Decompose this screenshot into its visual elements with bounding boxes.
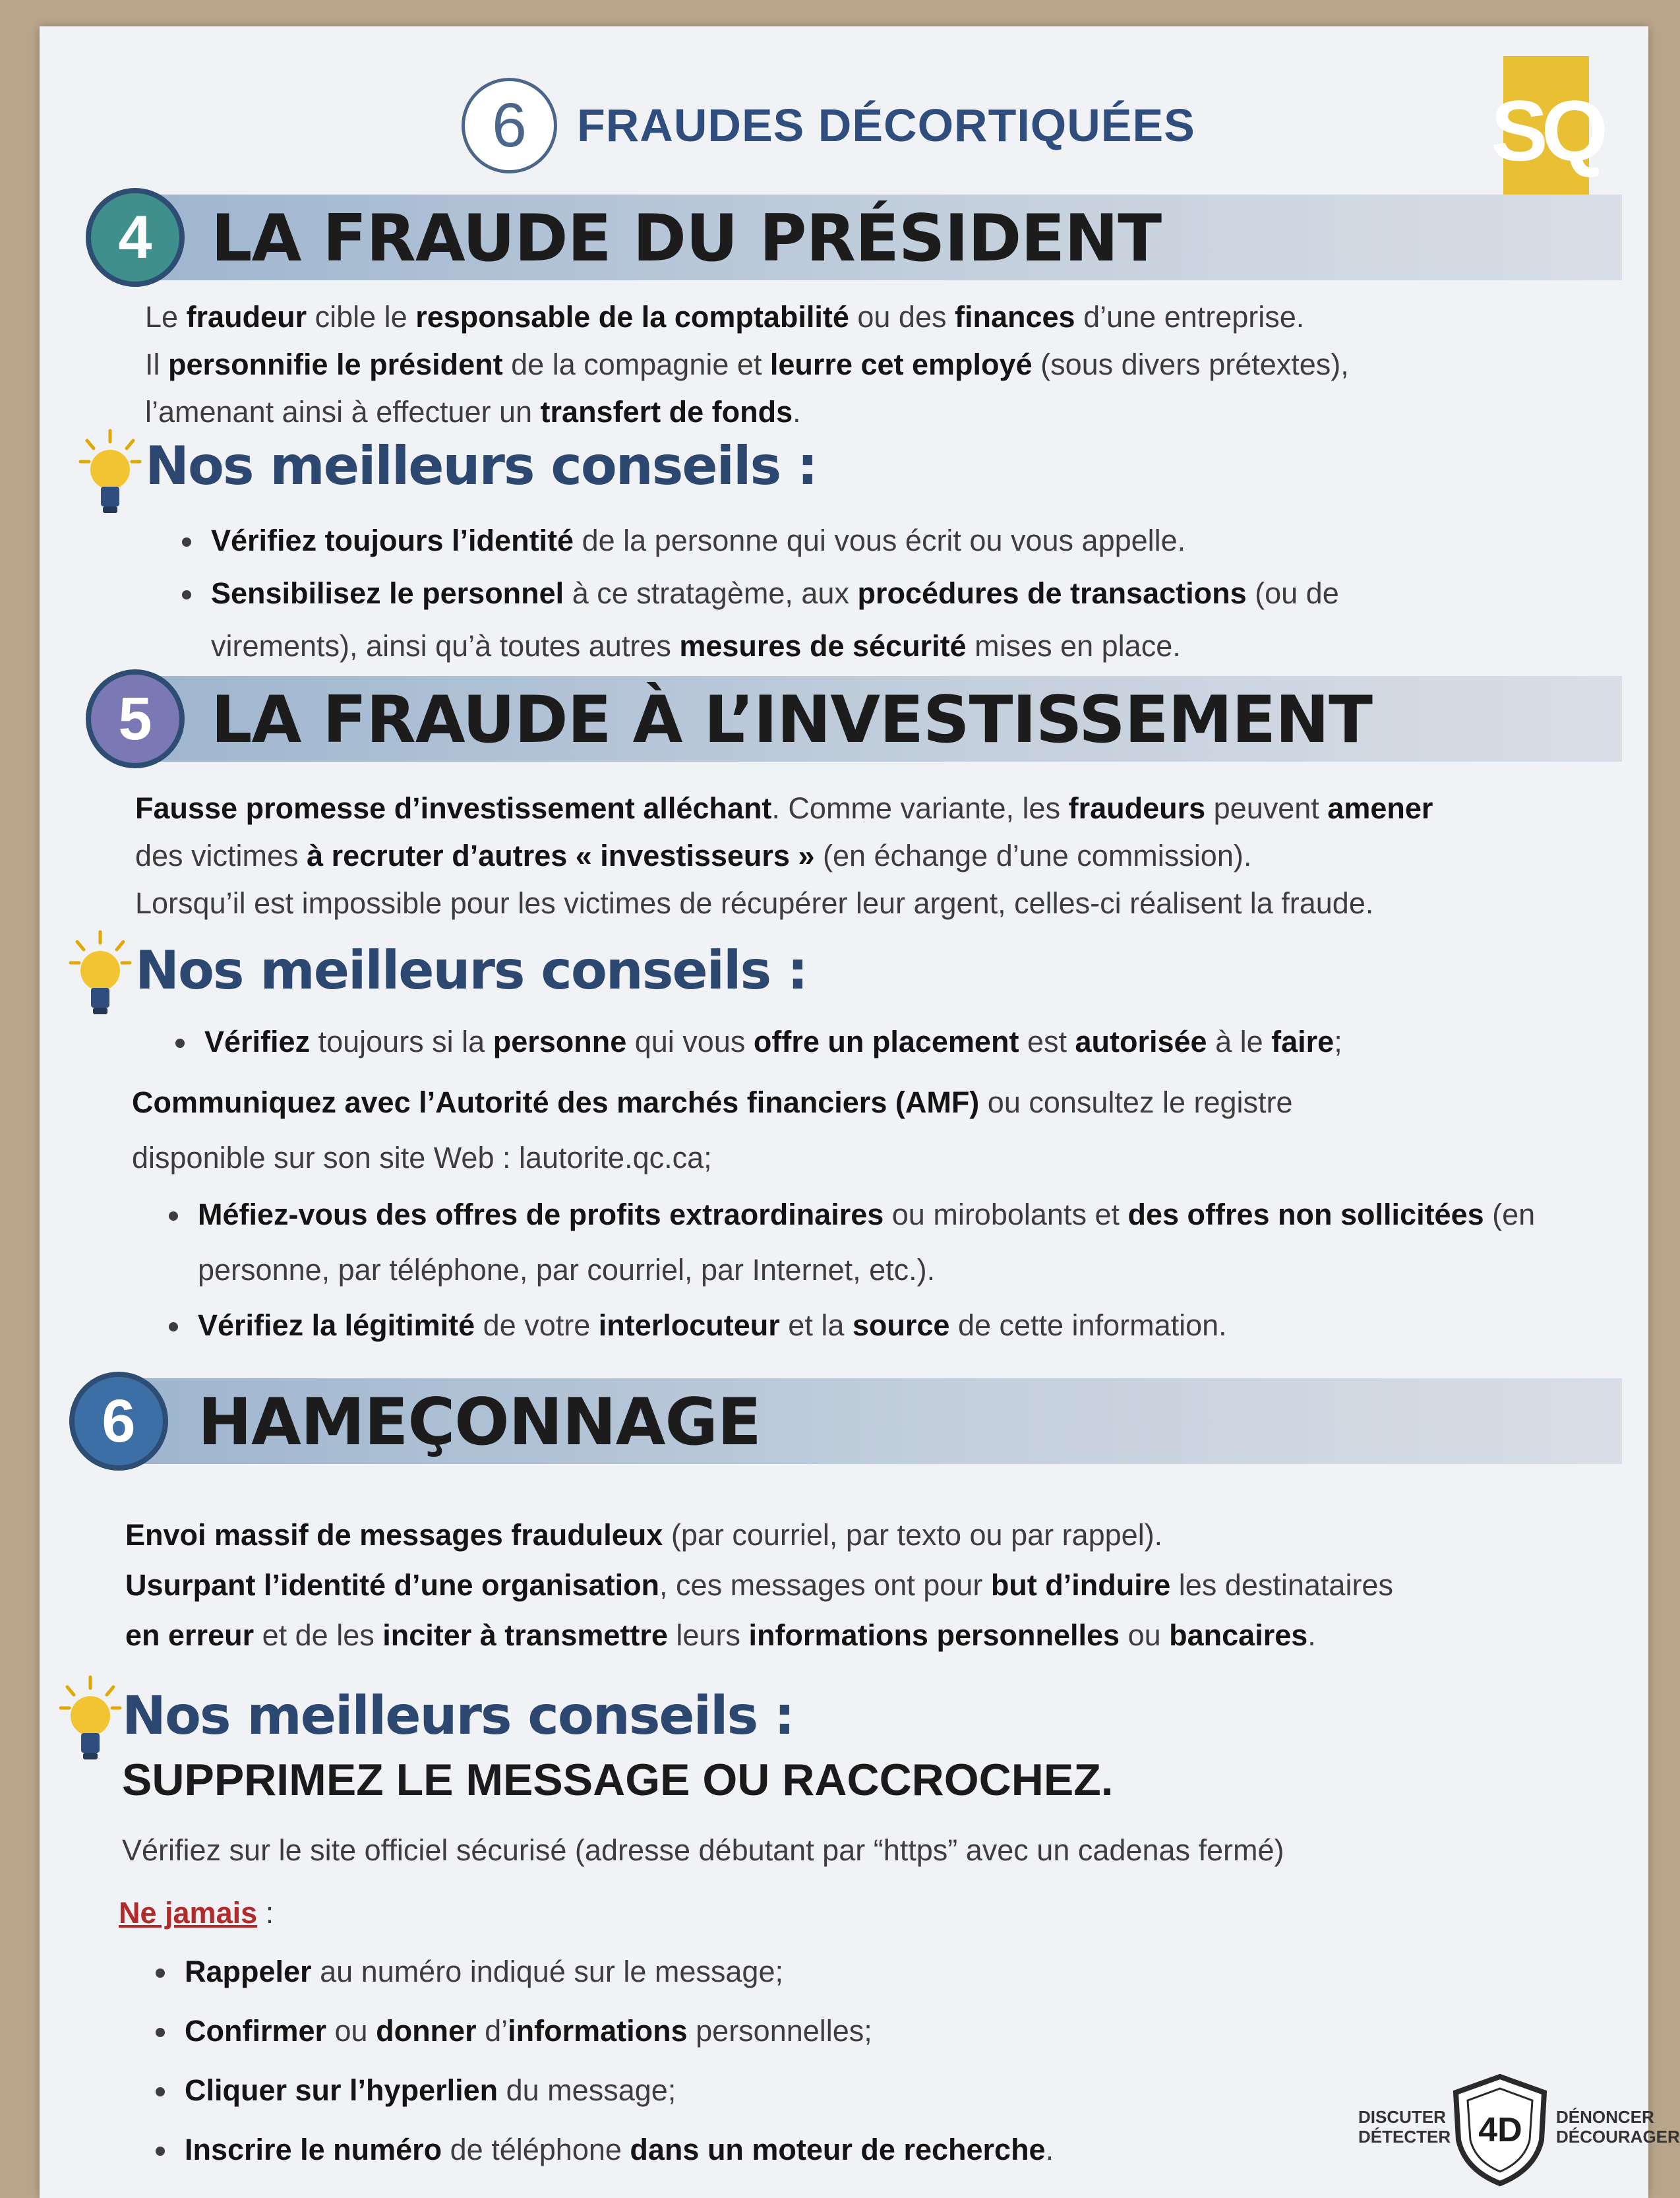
text-run: (sous divers prétextes), bbox=[1032, 348, 1349, 381]
tip-item bbox=[204, 567, 1477, 673]
section-heading: HAMEÇONNAGE bbox=[198, 1385, 761, 1460]
section-description bbox=[145, 293, 1596, 436]
description-line bbox=[135, 880, 1652, 927]
bold-text: Vérifiez la légitimité bbox=[198, 1308, 475, 1342]
bold-text: donner bbox=[376, 2014, 477, 2048]
description-line bbox=[125, 1510, 1642, 1560]
tip-item bbox=[191, 1187, 1549, 1298]
text-run: les destinataires bbox=[1170, 1568, 1393, 1602]
text-run: et la bbox=[779, 1308, 853, 1342]
bold-text: Cliquer sur l’hyperlien bbox=[185, 2073, 498, 2107]
section-description bbox=[135, 785, 1652, 927]
footer-word-denoncer: DÉNONCER bbox=[1556, 2107, 1654, 2127]
lightbulb-icon bbox=[59, 1675, 122, 1774]
text-run: . bbox=[1045, 2133, 1054, 2166]
document-page bbox=[40, 26, 1680, 2198]
bold-text: dans un moteur de recherche bbox=[630, 2133, 1046, 2166]
bold-text: but d’induire bbox=[990, 1568, 1171, 1602]
tips-title: Nos meilleurs conseils : bbox=[122, 1685, 794, 1746]
text-run: ou bbox=[326, 2014, 376, 2048]
tip-continuation bbox=[132, 1075, 1582, 1186]
text-run: du message; bbox=[498, 2073, 676, 2107]
never-item bbox=[178, 2061, 1365, 2120]
text-run: de votre bbox=[475, 1308, 599, 1342]
bold-text: responsable de la comptabilité bbox=[415, 300, 849, 334]
title-text: FRAUDES DÉCORTIQUÉES bbox=[577, 100, 1195, 151]
description-line bbox=[145, 388, 1596, 436]
bold-text: faire bbox=[1271, 1025, 1335, 1058]
text-run: (en personne, par téléphone, par courriel, par Internet, etc.). bbox=[198, 1198, 1536, 1287]
tips-list-first bbox=[158, 1016, 1582, 1068]
tip-item bbox=[198, 1016, 1582, 1068]
bold-text: Fausse promesse d’investissement alléchant bbox=[135, 791, 772, 825]
bold-text: autorisée bbox=[1075, 1025, 1207, 1058]
section-header-hameconnage bbox=[40, 1372, 1622, 1471]
tips-list bbox=[165, 514, 1477, 673]
section-number-badge bbox=[86, 669, 185, 768]
text-run: Le bbox=[145, 300, 187, 334]
text-run: ou consultez le registre bbox=[979, 1085, 1293, 1119]
bold-text: Inscrire le numéro bbox=[185, 2133, 442, 2166]
verify-site-line: Vérifiez sur le site officiel sécurisé (adresse débutant par “https” avec un cadenas fermé) bbox=[122, 1833, 1284, 1867]
description-line bbox=[125, 1610, 1642, 1661]
text-run: peuvent bbox=[1205, 791, 1328, 825]
text-run: leurs bbox=[667, 1618, 749, 1652]
text-run: à le bbox=[1207, 1025, 1272, 1058]
bold-text: Vérifiez toujours l’identité bbox=[211, 524, 574, 557]
tip-continuation-line bbox=[132, 1130, 1582, 1186]
text-run: (en échange d’une commission). bbox=[814, 839, 1252, 872]
bold-text: Sensibilisez le personnel bbox=[211, 576, 564, 610]
sq-logo bbox=[1491, 56, 1602, 204]
title-number-ring bbox=[462, 78, 557, 173]
tip-item bbox=[204, 514, 1477, 567]
text-run: d’une entreprise. bbox=[1075, 300, 1305, 334]
text-run: qui vous bbox=[626, 1025, 754, 1058]
text-run: et de les bbox=[254, 1618, 383, 1652]
text-run: à ce stratagème, aux bbox=[564, 576, 858, 610]
bold-text: inciter à transmettre bbox=[382, 1618, 668, 1652]
tips-list bbox=[152, 1187, 1549, 1353]
description-line bbox=[135, 832, 1652, 880]
bold-text: à recruter d’autres « investisseurs » bbox=[307, 839, 815, 872]
text-run: . Comme variante, les bbox=[771, 791, 1069, 825]
description-line bbox=[145, 293, 1596, 341]
footer-left-words bbox=[1358, 2107, 1451, 2147]
text-run: des victimes bbox=[135, 839, 307, 872]
bold-text: offre un placement bbox=[753, 1025, 1019, 1058]
delete-message-instruction: SUPPRIMEZ LE MESSAGE OU RACCROCHEZ. bbox=[122, 1755, 1114, 1805]
sq-logo-text: SQ bbox=[1491, 82, 1602, 179]
never-item bbox=[178, 1942, 1365, 2001]
section-number: 5 bbox=[118, 685, 152, 752]
text-run: est bbox=[1019, 1025, 1075, 1058]
text-run: , ces messages ont pour bbox=[659, 1568, 991, 1602]
bold-text: Méfiez-vous des offres de profits extraordinaires bbox=[198, 1198, 884, 1231]
never-list bbox=[138, 1942, 1365, 2180]
text-run: cible le bbox=[307, 300, 416, 334]
bold-text: finances bbox=[955, 300, 1075, 334]
section-heading: LA FRAUDE DU PRÉSIDENT bbox=[211, 201, 1162, 276]
footer-word-decourager: DÉCOURAGER bbox=[1556, 2127, 1680, 2147]
bold-text: amener bbox=[1327, 791, 1433, 825]
tips-title: Nos meilleurs conseils : bbox=[135, 940, 807, 1001]
text-run: d’ bbox=[476, 2014, 508, 2048]
bold-text: personnifie le président bbox=[168, 348, 503, 381]
never-item bbox=[178, 2001, 1365, 2061]
tip-continuation-line bbox=[132, 1075, 1582, 1130]
bold-text: informations personnelles bbox=[748, 1618, 1120, 1652]
bold-text: transfert de fonds bbox=[540, 395, 793, 429]
section-header-president bbox=[40, 188, 1622, 287]
bold-text: fraudeur bbox=[186, 300, 307, 334]
text-run: au numéro indiqué sur le message; bbox=[311, 1955, 783, 1988]
text-run: (ou de virements), ainsi qu’à toutes autres bbox=[211, 576, 1339, 663]
bold-text: mesures de sécurité bbox=[679, 629, 967, 663]
text-run: ou bbox=[1120, 1618, 1170, 1652]
bold-text: Vérifiez bbox=[204, 1025, 311, 1058]
bold-text: informations bbox=[508, 2014, 688, 2048]
section-number-badge bbox=[69, 1372, 168, 1471]
bold-text: procédures de transactions bbox=[857, 576, 1247, 610]
bold-text: des offres non sollicitées bbox=[1127, 1198, 1484, 1231]
bold-text: personne bbox=[493, 1025, 627, 1058]
text-run: . bbox=[1307, 1618, 1316, 1652]
description-line bbox=[125, 1560, 1642, 1610]
bold-text: interlocuteur bbox=[598, 1308, 780, 1342]
footer-4d-logo bbox=[1358, 2071, 1680, 2189]
text-run: de cette information. bbox=[949, 1308, 1227, 1342]
section-heading: LA FRAUDE À L’INVESTISSEMENT bbox=[211, 683, 1372, 758]
text-run: Lorsqu’il est impossible pour les victimes de récupérer leur argent, celles-ci réalisent la fraude. bbox=[135, 886, 1374, 920]
never-colon: : bbox=[257, 1896, 274, 1930]
text-run: personnelles; bbox=[687, 2014, 872, 2048]
section-description bbox=[125, 1510, 1642, 1661]
text-run: ; bbox=[1334, 1025, 1342, 1058]
text-run: disponible sur son site Web : lautorite.qc.ca; bbox=[132, 1141, 712, 1175]
text-run: de la compagnie et bbox=[502, 348, 770, 381]
footer-word-discuter: DISCUTER bbox=[1358, 2107, 1446, 2127]
bold-text: en erreur bbox=[125, 1618, 255, 1652]
footer-badge-text: 4D bbox=[1478, 2111, 1522, 2149]
section-number-badge bbox=[86, 188, 185, 287]
title-number: 6 bbox=[492, 90, 527, 160]
lightbulb-icon bbox=[79, 429, 142, 528]
bold-text: Confirmer bbox=[185, 2014, 327, 2048]
text-run: toujours si la bbox=[310, 1025, 493, 1058]
bold-text: leurre cet employé bbox=[769, 348, 1033, 381]
text-run: mises en place. bbox=[966, 629, 1181, 663]
bold-text: Envoi massif de messages frauduleux bbox=[125, 1518, 663, 1552]
footer-right-words bbox=[1556, 2107, 1680, 2147]
description-line bbox=[135, 785, 1652, 832]
text-run: Il bbox=[145, 348, 169, 381]
tip-item bbox=[191, 1298, 1549, 1353]
text-run: de téléphone bbox=[442, 2133, 630, 2166]
lightbulb-icon bbox=[69, 930, 132, 1029]
section-header-investissement bbox=[40, 669, 1622, 768]
text-run: ou des bbox=[849, 300, 955, 334]
bold-text: fraudeurs bbox=[1068, 791, 1206, 825]
section-number: 6 bbox=[102, 1387, 136, 1455]
never-text: Ne jamais bbox=[119, 1896, 258, 1930]
never-label bbox=[119, 1889, 274, 1937]
text-run: ou mirobolants et bbox=[884, 1198, 1128, 1231]
bold-text: bancaires bbox=[1169, 1618, 1308, 1652]
text-run: (par courriel, par texto ou par rappel). bbox=[663, 1518, 1163, 1552]
bold-text: Rappeler bbox=[185, 1955, 312, 1988]
tips-title: Nos meilleurs conseils : bbox=[145, 435, 817, 497]
text-run: de la personne qui vous écrit ou vous appelle. bbox=[574, 524, 1186, 557]
bold-text: Communiquez avec l’Autorité des marchés financiers (AMF) bbox=[132, 1085, 980, 1119]
description-line bbox=[145, 341, 1596, 388]
text-run: l’amenant ainsi à effectuer un bbox=[145, 395, 541, 429]
bold-text: Usurpant l’identité d’une organisation bbox=[125, 1568, 660, 1602]
footer-word-detecter: DÉTECTER bbox=[1358, 2127, 1451, 2147]
document-title bbox=[462, 73, 1195, 178]
section-number: 4 bbox=[118, 203, 152, 271]
text-run: . bbox=[793, 395, 801, 429]
bold-text: source bbox=[852, 1308, 950, 1342]
never-item bbox=[178, 2120, 1365, 2180]
